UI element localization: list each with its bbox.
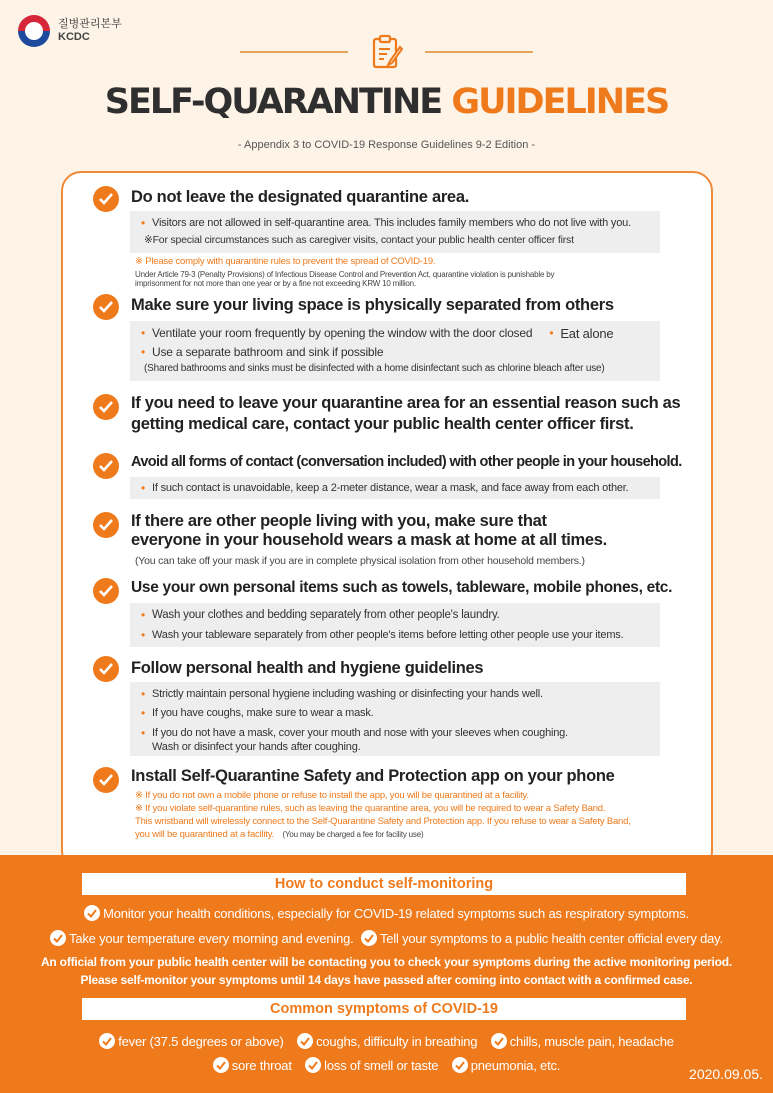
publication-date: 2020.09.05. bbox=[689, 1066, 763, 1082]
check-circle-icon bbox=[305, 1057, 321, 1073]
monitoring-title: How to conduct self-monitoring bbox=[82, 873, 686, 895]
divider bbox=[240, 51, 348, 53]
page-title: SELF-QUARANTINE GUIDELINES bbox=[104, 82, 669, 122]
check-circle-icon bbox=[50, 930, 66, 946]
app-note: ※ If you violate self-quarantine rules, such as leaving the quarantine area, you will be required to wear a Safety Band. bbox=[135, 803, 606, 814]
list-item: • Strictly maintain personal hygiene including washing or disinfecting your hands well. bbox=[138, 685, 652, 704]
warning-note: ※ Please comply with quarantine rules to prevent the spread of COVID-19. bbox=[135, 256, 436, 267]
clipboard-pen-icon bbox=[370, 33, 404, 71]
symptoms-row bbox=[0, 1057, 773, 1073]
list-item: • Wash your tableware separately from other people's items before letting other people use your items. bbox=[138, 625, 652, 645]
symptoms-row bbox=[0, 1033, 773, 1049]
check-circle-icon bbox=[84, 905, 100, 921]
list-item: • Ventilate your room frequently by opening the window with the door closed bbox=[138, 324, 532, 343]
monitoring-line: Take your temperature every morning and evening. Tell your symptoms to a public health center official every day. bbox=[0, 930, 773, 946]
list-item: • Use a separate bathroom and sink if possible bbox=[138, 343, 652, 362]
legal-note: imprisonment for not more than one year or by a fine not exceeding KRW 10 million. bbox=[135, 279, 416, 288]
guideline-heading: Use your own personal items such as towels, tableware, mobile phones, etc. bbox=[131, 579, 673, 596]
monitoring-notice: An official from your public health center will be contacting you to check your symptoms during the active monitoring period. bbox=[40, 955, 733, 969]
app-note: This wristband will wirelessly connect to the Self-Quarantine Safety and Protection app. If you refuse to wear a Safety Band, bbox=[135, 816, 631, 827]
header-decoration bbox=[240, 32, 533, 72]
guideline-box bbox=[130, 477, 660, 499]
symptom: sore throat bbox=[231, 1058, 292, 1073]
symptom: chills, muscle pain, headache bbox=[509, 1034, 674, 1049]
check-circle-icon bbox=[213, 1057, 229, 1073]
list-item: • Visitors are not allowed in self-quarantine area. This includes family members who do not live with you. bbox=[138, 215, 652, 231]
guideline-heading: Install Self-Quarantine Safety and Protection app on your phone bbox=[131, 767, 615, 785]
legal-note: Under Article 79-3 (Penalty Provisions) of Infectious Disease Control and Prevention Act, quarantine violation is punishable by bbox=[135, 270, 555, 279]
list-item: • If such contact is unavoidable, keep a 2-meter distance, wear a mask, and face away from each other. bbox=[138, 480, 652, 496]
check-circle-icon bbox=[93, 294, 119, 320]
note: (Shared bathrooms and sinks must be disinfected with a home disinfectant such as chlorine bleach after use) bbox=[144, 363, 605, 374]
app-note: you will be quarantined at a facility. bbox=[135, 829, 275, 840]
guideline-heading: Avoid all forms of contact (conversation included) with other people in your household. bbox=[131, 454, 682, 470]
check-circle-icon bbox=[93, 578, 119, 604]
symptoms-title: Common symptoms of COVID-19 bbox=[82, 998, 686, 1020]
app-note: ※ If you do not own a mobile phone or refuse to install the app, you will be quarantined at a facility. bbox=[135, 790, 529, 801]
check-circle-icon bbox=[99, 1033, 115, 1049]
symptom: pneumonia, etc. bbox=[470, 1058, 561, 1073]
check-circle-icon bbox=[491, 1033, 507, 1049]
check-circle-icon bbox=[93, 453, 119, 479]
divider bbox=[425, 51, 533, 53]
taegeuk-logo-icon bbox=[18, 15, 50, 47]
list-item-continuation: Wash or disinfect your hands after coughing. bbox=[152, 741, 361, 753]
symptom: loss of smell or taste bbox=[324, 1058, 439, 1073]
list-item: • If you do not have a mask, cover your mouth and nose with your sleeves when coughing. bbox=[138, 726, 652, 740]
check-circle-icon bbox=[93, 767, 119, 793]
check-circle-icon bbox=[93, 186, 119, 212]
guideline-heading: Make sure your living space is physically separated from others bbox=[131, 296, 614, 314]
check-circle-icon bbox=[93, 656, 119, 682]
guideline-heading: getting medical care, contact your public health center officer first. bbox=[131, 415, 634, 433]
check-circle-icon bbox=[452, 1057, 468, 1073]
symptom: coughs, difficulty in breathing bbox=[316, 1034, 478, 1049]
monitoring-notice: Please self-monitor your symptoms until 14 days have passed after coming into contact with a confirmed case. bbox=[80, 973, 693, 987]
guideline-heading: everyone in your household wears a mask at home at all times. bbox=[131, 531, 607, 549]
guideline-heading: Do not leave the designated quarantine area. bbox=[131, 188, 469, 206]
subtitle: - Appendix 3 to COVID-19 Response Guidelines 9-2 Edition - bbox=[237, 139, 536, 151]
check-circle-icon bbox=[93, 512, 119, 538]
note: ※For special circumstances such as caregiver visits, contact your public health center officer first bbox=[144, 234, 574, 246]
guideline-heading: If there are other people living with you, make sure that bbox=[131, 512, 547, 530]
logo-name-kr: 질병관리본부 bbox=[58, 18, 122, 30]
note: (You can take off your mask if you are in complete physical isolation from other household members.) bbox=[135, 555, 585, 567]
symptom: fever (37.5 degrees or above) bbox=[118, 1034, 284, 1049]
monitoring-line: Monitor your health conditions, especially for COVID-19 related symptoms such as respiratory symptoms. bbox=[0, 905, 773, 921]
guideline-box bbox=[130, 211, 660, 253]
list-item: • Wash your clothes and bedding separately from other people's laundry. bbox=[138, 605, 652, 625]
guideline-box bbox=[130, 321, 660, 381]
fee-note: (You may be charged a fee for facility use) bbox=[282, 830, 424, 839]
guideline-heading: Follow personal health and hygiene guidelines bbox=[131, 659, 484, 677]
guideline-box bbox=[130, 603, 660, 647]
logo-name-en: KCDC bbox=[58, 31, 90, 43]
list-item: • If you have coughs, make sure to wear a mask. bbox=[138, 704, 652, 723]
kcdc-logo bbox=[18, 15, 122, 47]
list-item: • Eat alone bbox=[546, 324, 613, 343]
guideline-box bbox=[130, 682, 660, 756]
check-circle-icon bbox=[361, 930, 377, 946]
check-circle-icon bbox=[93, 394, 119, 420]
check-circle-icon bbox=[297, 1033, 313, 1049]
guideline-heading: If you need to leave your quarantine area for an essential reason such as bbox=[131, 394, 681, 412]
